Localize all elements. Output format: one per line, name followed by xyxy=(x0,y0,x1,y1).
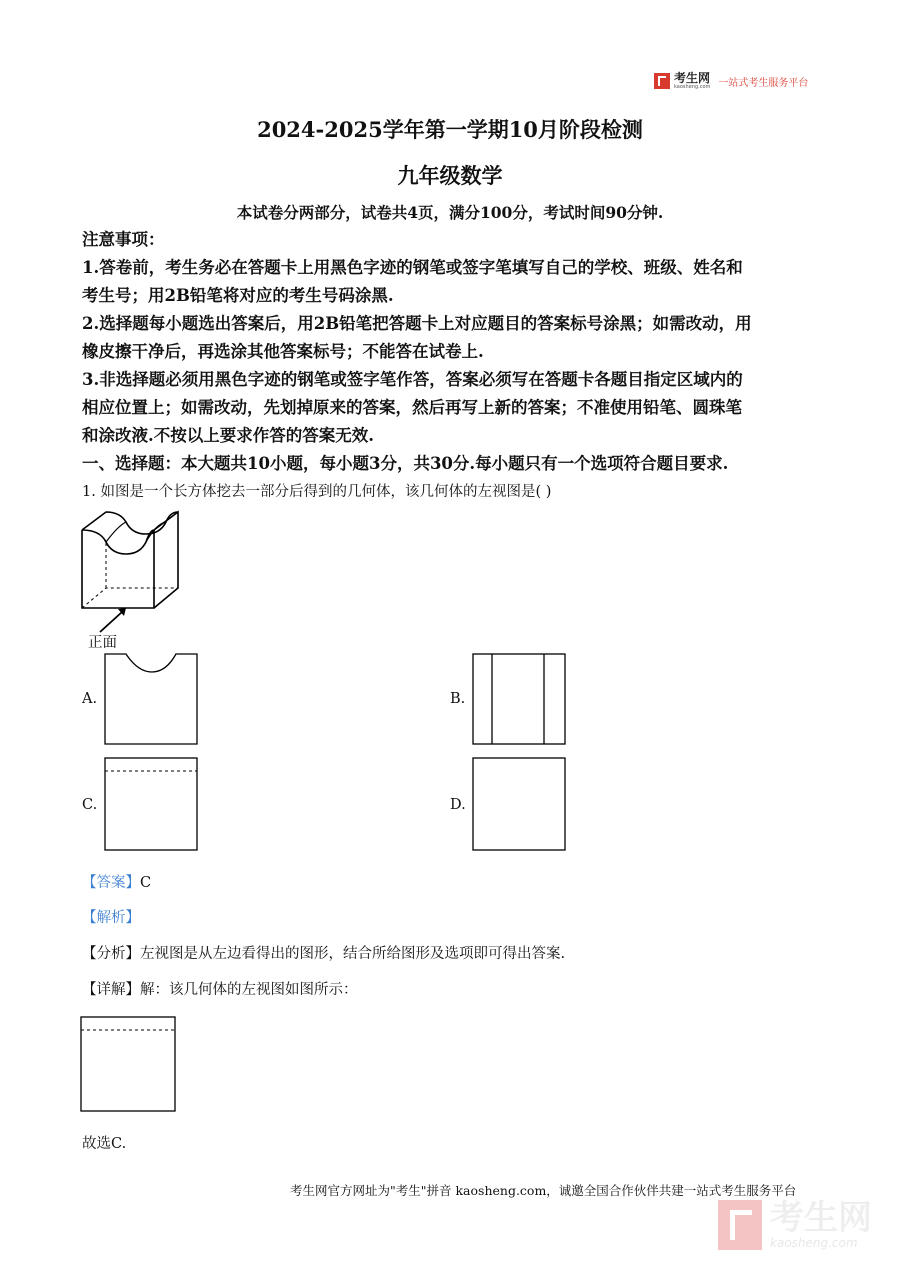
answer-line xyxy=(82,872,151,894)
exam-info: 本试卷分两部分，试卷共4页，满分100分，考试时间90分钟. xyxy=(236,203,664,222)
page-subtitle: 九年级数学 xyxy=(397,163,503,188)
analysis-tag: 【解析】 xyxy=(82,910,140,926)
notice-item-3c: 和涂改液.不按以上要求作答的答案无效. xyxy=(82,426,374,445)
analysis-text: 【分析】左视图是从左边看得出的图形，结合所给图形及选项即可得出答案. xyxy=(82,946,566,962)
notice-item-3b: 相应位置上；如需改动，先划掉原来的答案，然后再写上新的答案；不准使用铅笔、圆珠笔 xyxy=(82,398,742,417)
watermark-name: 考生网 xyxy=(770,1198,872,1238)
notice-item-1b: 考生号；用2B铅笔将对应的考生号码涂黑. xyxy=(82,286,394,305)
notice-item-1a: 1.答卷前，考生务必在答题卡上用黑色字迹的钢笔或签字笔填写自己的学校、班级、姓名和 xyxy=(82,258,743,277)
option-a-label[interactable]: A. xyxy=(82,691,98,707)
notice-item-3a: 3.非选择题必须用黑色字迹的钢笔或签字笔作答，答案必须写在答题卡各题目指定区域内的 xyxy=(82,370,743,389)
logo-name: 考生网 xyxy=(674,71,711,85)
notice-block xyxy=(82,226,822,478)
watermark-domain: kaosheng.com xyxy=(770,1236,858,1250)
option-b-label[interactable]: B. xyxy=(450,691,466,707)
answer-tag: 【答案】 xyxy=(82,875,140,891)
question-1-stem: 1. 如图是一个长方体挖去一部分后得到的几何体，该几何体的左视图是( ) xyxy=(82,484,552,500)
notice-heading: 注意事项： xyxy=(82,230,165,249)
section-heading: 一、选择题：本大题共10小题，每小题3分，共30分.每小题只有一个选项符合题目要求. xyxy=(82,454,729,473)
watermark-logo-icon xyxy=(718,1200,762,1250)
conclusion-text: 故选C. xyxy=(82,1136,127,1152)
detail-text: 【详解】解：该几何体的左视图如图所示： xyxy=(82,982,358,998)
page-title: 2024-2025学年第一学期10月阶段检测 xyxy=(257,117,643,142)
answer-value: C xyxy=(140,875,152,891)
option-c-label[interactable]: C. xyxy=(82,797,98,813)
footer-text: 考生网官方网址为"考生"拼音 kaosheng.com，诚邀全国合作伙伴共建一站式考生服务平台 xyxy=(290,1183,797,1198)
solution-figure xyxy=(80,1016,178,1114)
notice-item-2a: 2.选择题每小题选出答案后，用2B铅笔把答题卡上对应题目的答案标号涂黑；如需改动，用 xyxy=(82,314,752,333)
option-d-figure[interactable] xyxy=(472,757,568,853)
solid-figure xyxy=(78,508,188,628)
option-c-figure[interactable] xyxy=(104,757,200,853)
watermark xyxy=(718,1200,872,1250)
logo-domain: kaosheng.com xyxy=(674,84,711,90)
notice-item-2b: 橡皮擦干净后，再选涂其他答案标号；不能答在试卷上. xyxy=(82,342,484,361)
option-d-label[interactable]: D. xyxy=(450,797,466,813)
front-label: 正面 xyxy=(88,635,117,651)
option-a-figure[interactable] xyxy=(104,652,200,748)
logo-icon xyxy=(654,73,670,89)
logo-slogan: 一站式考生服务平台 xyxy=(718,77,809,89)
option-b-figure[interactable] xyxy=(472,652,568,748)
header-logo xyxy=(654,72,808,90)
